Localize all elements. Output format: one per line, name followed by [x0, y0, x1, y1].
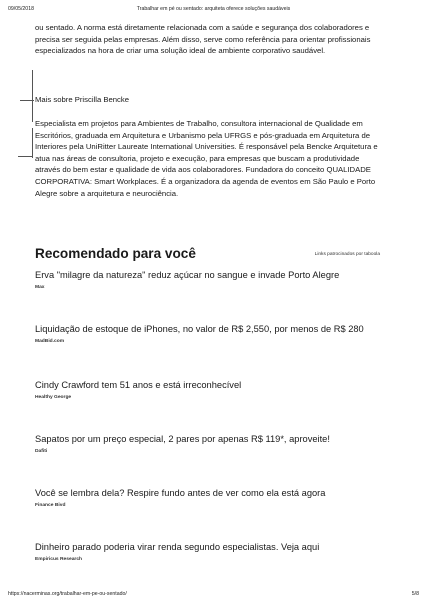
print-footer	[8, 591, 419, 601]
print-date: 09/05/2018	[8, 6, 34, 12]
recommended-headline[interactable]: Dinheiro parado poderia virar renda segundo especialistas. Veja aqui	[35, 542, 320, 552]
recommended-source: MadBid.com	[35, 338, 65, 344]
author-heading: Mais sobre Priscilla Bencke	[35, 95, 129, 104]
left-margin-rule	[32, 128, 33, 158]
left-margin-rule	[20, 100, 34, 101]
recommended-item[interactable]	[35, 488, 380, 508]
recommended-header	[35, 246, 380, 264]
recommended-source: Max	[35, 284, 45, 290]
recommended-headline[interactable]: Erva "milagre da natureza" reduz açúcar no sangue e invade Porto Alegre	[35, 270, 340, 280]
taboola-sponsor-link[interactable]: Links patrocinados por taboola	[314, 252, 380, 257]
article-paragraph: ou sentado. A norma está diretamente relacionada com a saúde e segurança dos colaboradores e precisa ser seguida pelas empresas. Além disso, serve como referência para orientar profissionais especializados na hora de criar uma solução ideal de ambiente corporativo saudável.	[35, 23, 371, 56]
recommended-item[interactable]	[35, 270, 380, 290]
recommended-headline[interactable]: Cindy Crawford tem 51 anos e está irreconhecível	[35, 380, 242, 390]
print-url: https://nacerminas.org/trabalhar-em-pe-ou-sentado/	[8, 591, 127, 597]
recommended-source: Healthy George	[35, 394, 72, 400]
left-margin-rule	[18, 156, 32, 157]
recommended-item[interactable]	[35, 324, 380, 344]
recommended-item[interactable]	[35, 542, 380, 562]
recommended-headline[interactable]: Você se lembra dela? Respire fundo antes de ver como ela está agora	[35, 488, 326, 498]
recommended-headline[interactable]: Liquidação de estoque de iPhones, no valor de R$ 2,550, por menos de R$ 280	[35, 324, 364, 334]
recommended-headline[interactable]: Sapatos por um preço especial, 2 pares por apenas R$ 119*, aproveite!	[35, 434, 330, 444]
recommended-source: Empiricus Research	[35, 556, 83, 562]
recommended-source: Dafiti	[35, 448, 48, 454]
print-header	[8, 6, 419, 16]
print-page-title: Trabalhar em pé ou sentado: arquiteta oferece soluções saudáveis	[136, 6, 291, 12]
left-margin-rule	[32, 70, 33, 122]
recommended-source: Finance Bivd	[35, 502, 66, 508]
author-bio: Especialista em projetos para Ambientes de Trabalho, consultora internacional de Qualidade em Escritórios, graduada em Arquitetura e Urbanismo pela UFRGS e pós-graduada em Arquitetura de Interiores pela UniRitter Laureate International Universities. É responsável pela Bencke Arquitetura e atua nas áreas de consultoria, projeto e execução, para empresas que buscam a produtividade através do bem estar e qualidade de vida aos colaboradores. Fundadora do conceito QUALIDADE CORPORATIVA: Smart Workplaces. É a organizadora da agenda de eventos em São Paulo e Porto Alegre sobre a arquitetura e neurociência.	[35, 119, 378, 198]
recommended-title: Recomendado para você	[35, 246, 196, 261]
recommended-item[interactable]	[35, 380, 380, 400]
recommended-item[interactable]	[35, 434, 380, 454]
page-number: 5/8	[411, 591, 419, 597]
